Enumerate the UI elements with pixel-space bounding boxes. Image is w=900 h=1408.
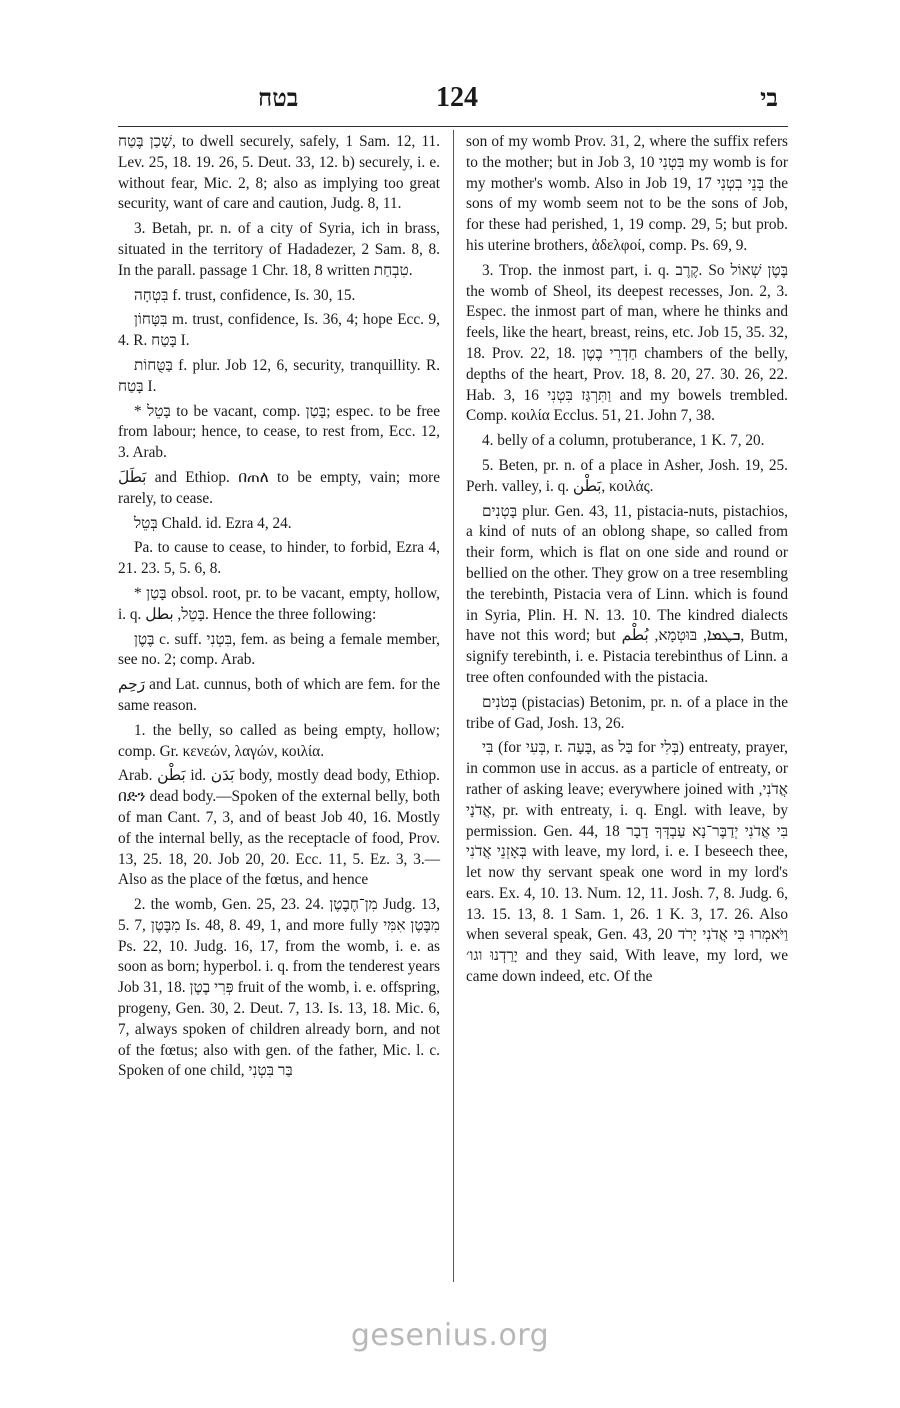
header-rule xyxy=(118,126,788,127)
paragraph: بَطَلَ and Ethiop. በጠለ to be empty, vain; more rarely, to cease. xyxy=(118,468,440,507)
header-left-word: בטח xyxy=(258,86,299,112)
watermark: gesenius.org xyxy=(350,1318,550,1353)
paragraph: رَحِم and Lat. cunnus, both of which are fem. for the same reason. xyxy=(118,676,440,714)
paragraph: Arab. بَطْن id. بَدَن body, mostly dead body, Ethiop. በድን dead body.—Spoken of the external belly, both of man Cant. 7, 3, and of beast Job 40, 16. Mostly of the internal belly, as the receptacle of food, Prov. 13, 25. 18, 20. Job 20, 20. Ecc. 11, 5. Ez. 3, 3.—Also as the place of the fœtus, and hence xyxy=(118,767,440,889)
entry-batan: * בָּטַן obsol. root, pr. to be vacant, empty, hollow, i. q. בָּטֵל, بطل. Hence the three following: xyxy=(118,584,440,623)
paragraph: son of my womb Prov. 31, 2, where the suffix refers to the mother; but in Job 3, 10 בִּטְנִי my womb is for my mother's womb. Also in Job 19, 17 בְּנֵי בִטְנִי the sons of my womb seem not to be the sons of Job, for these had perished, 1, 19 comp. 29, 5; but prob. his uterine brothers, ἀδελφοί, comp. Ps. 69, 9. xyxy=(466,133,789,254)
paragraph: 4. belly of a column, protuberance, 1 K. 7, 20. xyxy=(482,432,765,450)
entry-batel: * בָּטֵל to be vacant, comp. בָּטַן; espec. to be free from labour; hence, to cease, to rest from, Ecc. 12, 3. Arab. xyxy=(118,402,440,462)
entry-betonim: בְּטֹנִים (pistacias) Betonim, pr. n. of a place in the tribe of Gad, Josh. 13, 26. xyxy=(466,693,788,732)
left-column xyxy=(118,132,440,1086)
page-number: 124 xyxy=(436,82,478,113)
header-right-word: בי xyxy=(760,86,778,112)
page-header xyxy=(118,82,788,118)
paragraph: Pa. to cause to cease, to hinder, to forbid, Ezra 4, 21. 23. 5, 5. 6, 8. xyxy=(118,539,440,578)
paragraph: 2. the womb, Gen. 25, 23. 24. מִן־חֶבֶטֶן Judg. 13, 5. 7, מִבֶּטֶן Is. 48, 8. 49, 1, and more fully מִבֶּטֶן אִמִּי Ps. 22, 10. Judg. 16, 17, from the womb, i. e. as soon as born; hyperbol. i. q. from the tenderest years Job 31, 18. פְּרִי בֶטֶן fruit of the womb, i. e. offspring, progeny, Gen. 30, 2. Deut. 7, 13. Is. 13, 18. Mic. 6, 7, always spoken of children already born, and not of the fœtus; also with gen. of the father, Mic. l. c. Spoken of one child, בַּר בִּטְנִי xyxy=(118,896,441,1080)
paragraph: 3. Trop. the inmost part, i. q. קֶרֶב. So בֶּטֶן שְׁאוֹל the womb of Sheol, its deepest recesses, Jon. 2, 3. Espec. the inmost part of man, where he thinks and feels, like the heart, breast, reins, etc. Job 15, 35. 32, 18. Prov. 22, 18. חַדְרֵי בֶטֶן chambers of the belly, depths of the heart, Prov. 18, 8. 20, 27. 30. 26, 22. Hab. 3, 16 וַתִּרְגַּז בִּטְנִי and my bowels trembled. Comp. κοιλία Ecclus. 51, 21. John 7, 38. xyxy=(466,261,788,425)
entry-bitchah: בִּטְחָה f. trust, confidence, Is. 30, 15. xyxy=(134,286,356,304)
entry-bittachon: בִּטָּחוֹן m. trust, confidence, Is. 36, 4; hope Ecc. 9, 4. R. בָּטַח I. xyxy=(118,311,440,350)
entry-bi: בִּי (for בְּעִי, r. בָּעָה, as בַּל for בְּלִי) entreaty, prayer, in common use in accus. as a particle of entreaty, or rather of asking leave; everywhere joined with אֲדֹנִי, אֲדֹנָי, pr. with entreaty, i. q. Engl. with leave, by permission. Gen. 44, 18 בִּי אֲדֹנִי יְדַבֶּר־נָא עַבְדְּךָ דָבָר בְּאָזְנֵי אֲדֹנִי with leave, my lord, i. e. I beseech thee, let now thy servant speak one word in my lord's ears. Ex. 4, 10. 13. Num. 12, 11. Josh. 7, 8. Judg. 6, 13. 15. 13, 8. 1 Sam. 1, 26. 1 K. 3, 17. 26. Also when several speak, Gen. 43, 20 וַיֹּאמְרוּ בִּי אֲדֹנִי יָרֹד יָרַדְנוּ וגו׳ and they said, With leave, my lord, we came down indeed, etc. Of the xyxy=(466,739,788,986)
entry-botnim: בָּטְנִים plur. Gen. 43, 11, pistacia-nuts, pistachios, a kind of nuts of an oblong shape, so called from their form, which is flat on one side and round or bellied on the other. They grow on a tree resembling the terebinth, Pistacia vera of Linn. which is found in Syria, Plin. H. N. 13. 10. The kindred dialects have not this word; but ܒܛܡܐ, בּוּטְמָא, بُطْم, Butm, signify terebinth, i. e. Pistacia terebinthus of Linn. a tree often confounded with the pistacia. xyxy=(466,502,788,686)
paragraph: 1. the belly, so called as being empty, hollow; comp. Gr. κενεών, λαγών, κοιλία. xyxy=(118,721,440,760)
column-divider xyxy=(453,130,454,1282)
paragraph: 5. Beten, pr. n. of a place in Asher, Josh. 19, 25. Perh. valley, i. q. بَطْن, κοιλάς. xyxy=(466,456,788,495)
entry-beten: בֶּטֶן c. suff. בִּטְנִי, fem. as being a female member, see no. 2; comp. Arab. xyxy=(118,630,440,669)
right-column xyxy=(466,132,788,992)
entry-battuchoth: בַּטֻּחוֹת f. plur. Job 12, 6, security, tranquillity. R. בָּטַח I. xyxy=(118,356,440,395)
paragraph: שָׁכַן בֶּטַח, to dwell securely, safely, 1 Sam. 12, 11. Lev. 25, 18. 19. 26, 5. Deut. 33, 12. b) securely, i. e. without fear, Mic. 2, 8; also as implying too great security, want of care and caution, Judg. 8, 11. xyxy=(118,133,440,213)
entry-betel-chald: בְּטֵל Chald. id. Ezra 4, 24. xyxy=(134,514,292,532)
paragraph: 3. Betah, pr. n. of a city of Syria, ich in brass, situated in the territory of Hadadezer, 2 Sam. 8, 8. In the parall. passage 1 Chr. 18, 8 written טִבְחַת. xyxy=(118,220,440,279)
